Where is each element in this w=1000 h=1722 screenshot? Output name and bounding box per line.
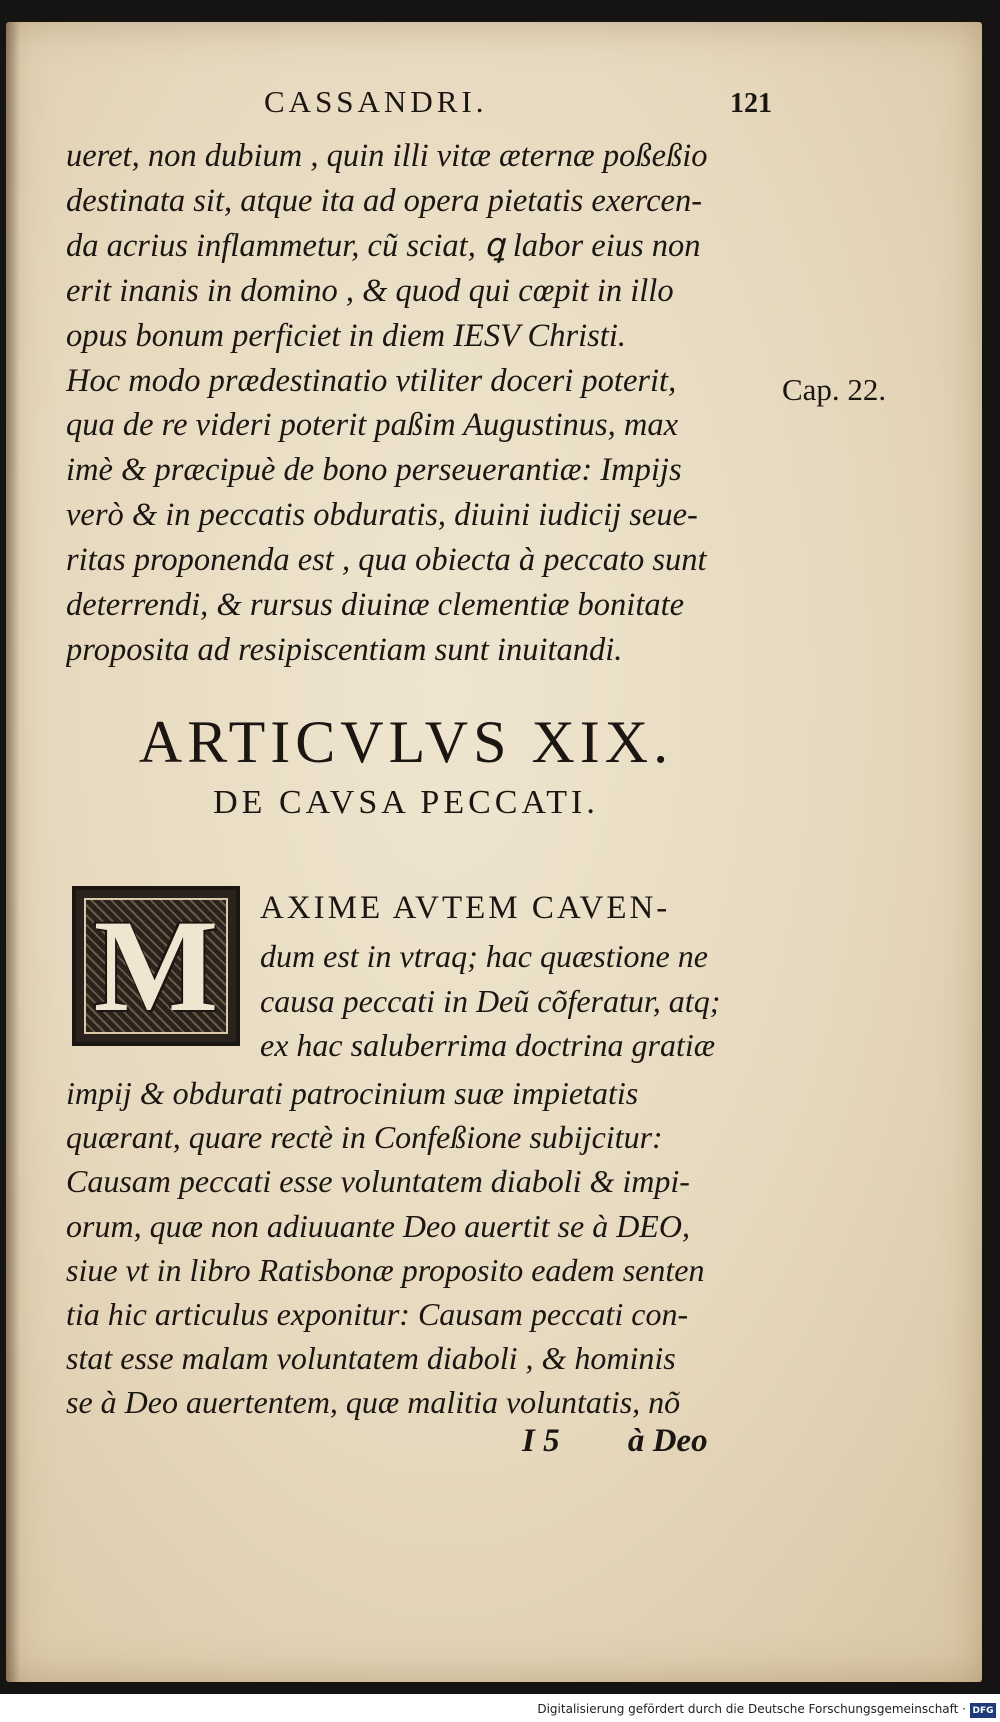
text-line: da acrius inflammetur, cũ sciat, ꝗ labor eius non (66, 227, 701, 264)
text-line: dum est in vtraq; hac quæstione ne (260, 938, 708, 974)
dfg-logo-icon: DFG (970, 1703, 996, 1718)
signature-mark: I 5 (522, 1423, 560, 1459)
running-head: CASSANDRI. (264, 84, 488, 119)
article-title: ARTICVLVS XIX. (138, 709, 674, 775)
text-line: orum, quæ non adiuuante Deo auertit se à DEO, (66, 1207, 690, 1244)
opening-line: AXIME AVTEM CAVEN- (260, 890, 671, 926)
text-line: deterrendi, & rursus diuinæ clementiæ bonitate (66, 587, 685, 624)
signature-and-catchword-line (522, 1423, 708, 1460)
text-line: se à Deo auertentem, quæ malitia voluntatis, nõ (66, 1384, 681, 1421)
page-number: 121 (730, 88, 772, 119)
text-line: destinata sit, atque ita ad opera pietatis exercen- (66, 182, 703, 219)
continued-paragraph (66, 1071, 786, 1425)
text-line: quærant, quare rectè in Confeßione subijcitur: (66, 1119, 663, 1156)
body-paragraph (66, 134, 778, 673)
text-line: verò & in peccatis obduratis, diuini iudicij seue- (66, 497, 698, 534)
decorated-initial (72, 886, 240, 1046)
text-line: ueret, non dubium , quin illi vitæ æternæ poßeßio (66, 138, 708, 174)
text-line: erit inanis in domino , & quod qui cœpit in illo (66, 272, 674, 309)
text-line: Hoc modo prædestinatio vtiliter doceri poterit, (66, 362, 677, 399)
text-line: siue vt in libro Ratisbonæ proposito eadem senten (66, 1251, 705, 1288)
text-line: Causam peccati esse voluntatem diaboli & impi- (66, 1163, 690, 1200)
text-line: stat esse malam voluntatem diaboli , & hominis (66, 1340, 676, 1377)
text-line: opus bonum perficiet in diem IESV Christi. (66, 317, 626, 354)
book-page (6, 22, 982, 1682)
text-line: causa peccati in Deũ cõferatur, atq; (260, 982, 721, 1019)
text-line: qua de re videri poterit paßim Augustinus, max (66, 407, 679, 444)
text-line: impij & obdurati patrocinium suæ impietatis (66, 1075, 639, 1111)
article-subtitle: DE CAVSA PECCATI. (213, 784, 599, 821)
text-line: ex hac saluberrima doctrina gratiæ (260, 1027, 716, 1063)
text-line: imè & præcipuè de bono perseuerantiæ: Impijs (66, 452, 682, 489)
digitization-footer (0, 1694, 1000, 1722)
marginal-note: Cap. 22. (782, 372, 887, 407)
indented-paragraph (260, 934, 780, 1068)
text-line: ritas proponenda est , qua obiecta à peccato sunt (66, 542, 707, 579)
initial-letter: M (93, 892, 219, 1039)
text-line: proposita ad resipiscentiam sunt inuitandi. (66, 631, 623, 668)
catchword: à Deo (627, 1423, 708, 1459)
footer-credit: Digitalisierung gefördert durch die Deutsche Forschungsgemeinschaft · (537, 1702, 966, 1716)
text-line: tia hic articulus exponitur: Causam peccati con- (66, 1296, 689, 1333)
